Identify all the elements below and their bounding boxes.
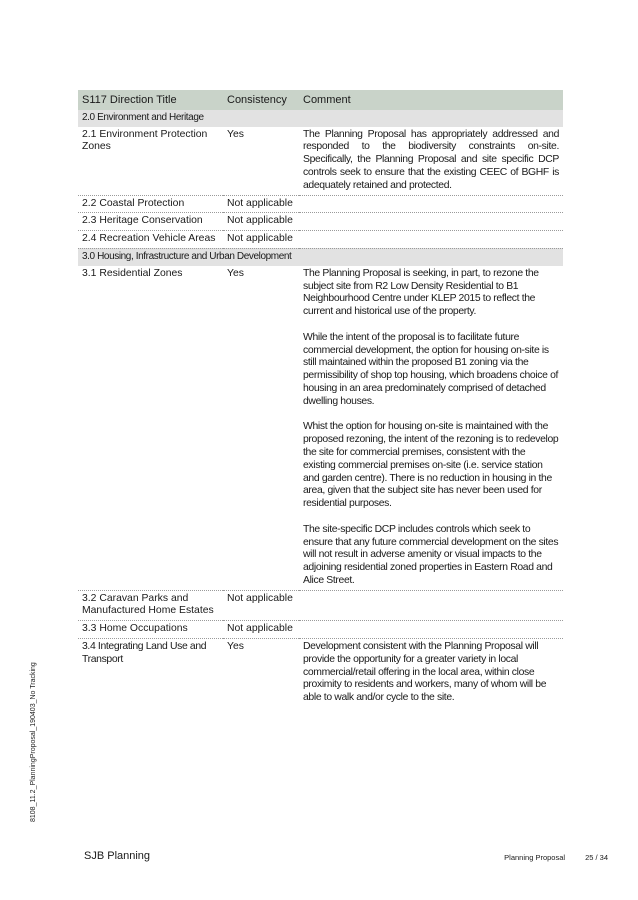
- comment-text: [299, 213, 563, 231]
- direction-title: 2.2 Coastal Protection: [78, 195, 223, 213]
- footer-doc-title: Planning Proposal: [504, 853, 566, 862]
- comment-paragraph: The Planning Proposal is seeking, in part, to rezone the subject site from R2 Low Density Residential to B1 Neighbourhood Centre under KLEP 2015 to reflect the current and historical use of the property.: [303, 267, 539, 318]
- footer-page-number: 25 / 34: [585, 853, 608, 862]
- table-row: [78, 127, 563, 195]
- direction-title: 3.3 Home Occupations: [78, 621, 223, 639]
- table-row: [78, 213, 563, 231]
- footer-right: [484, 853, 608, 862]
- comment-paragraph: While the intent of the proposal is to facilitate future commercial development, the option for housing on-site is still maintained within the proposed B1 zoning via the permissibility of shop top housing, which broadens choice of housing in an area predominately comprised of detached dwelling houses.: [303, 331, 559, 407]
- consistency-value: Not applicable: [223, 213, 299, 231]
- consistency-value: Not applicable: [223, 195, 299, 213]
- footer-company: SJB Planning: [84, 850, 151, 862]
- direction-title: 2.3 Heritage Conservation: [78, 213, 223, 231]
- comment-text: [299, 195, 563, 213]
- comment-text: [299, 231, 563, 249]
- consistency-value: Not applicable: [223, 621, 299, 639]
- section-row-environment: [78, 110, 563, 127]
- table-row: [78, 195, 563, 213]
- comment-text: [299, 621, 563, 639]
- section-heading: 2.0 Environment and Heritage: [78, 110, 563, 127]
- table-row: [78, 590, 563, 621]
- consistency-value: Not applicable: [223, 231, 299, 249]
- consistency-value: Yes: [223, 127, 299, 195]
- section-heading: 3.0 Housing, Infrastructure and Urban Development: [78, 248, 563, 265]
- consistency-value: Yes: [223, 266, 299, 590]
- comment-text: Development consistent with the Planning Proposal will provide the opportunity for a greater variety in local commercial/retail offering in the local area, within close proximity to residents and workers, many of whom will be able to walk and/or cycle to the site.: [303, 641, 547, 704]
- comment-paragraph: Whist the option for housing on-site is maintained with the proposed rezoning, the intent of the rezoning is to redevelop the site for commercial premises, consistent with the existing commercial premises on-site (i.e. service station and garden centre). There is no reduction in housing in the area, given that the subject site has never been used for residential purposes.: [303, 421, 559, 510]
- table-row: [78, 639, 563, 707]
- direction-title: 2.1 Environment Protection Zones: [78, 127, 223, 195]
- direction-title: 2.4 Recreation Vehicle Areas: [78, 231, 223, 249]
- comment-text: The Planning Proposal has appropriately addressed and responded to the biodiversity constraints on-site. Specifically, the Planning Proposal and site specific DCP controls seek to ensure that the existing CEEC of BGHF is adequately retained and protected.: [303, 128, 559, 191]
- header-direction-title: S117 Direction Title: [78, 90, 223, 110]
- consistency-value: Yes: [227, 641, 244, 653]
- header-consistency: Consistency: [223, 90, 299, 110]
- header-comment: Comment: [299, 90, 563, 110]
- consistency-value: Not applicable: [223, 590, 299, 621]
- comment-paragraph: The site-specific DCP includes controls which seek to ensure that any future commercial development on the sites will not result in adverse amenity or visual impacts to the adjoining residential zoned properties in Eastern Road and Alice Street.: [303, 523, 559, 586]
- section-row-housing: [78, 248, 563, 265]
- direction-title: 3.4 Integrating Land Use and Transport: [82, 641, 207, 665]
- comment-text: [299, 590, 563, 621]
- direction-title: 3.1 Residential Zones: [78, 266, 223, 590]
- table-row: [78, 231, 563, 249]
- s117-direction-table: [78, 90, 563, 707]
- table-header-row: [78, 90, 563, 110]
- document-reference: 8108_11.2_PlanningProposal_190403_No Tracking: [30, 662, 37, 822]
- table-row: [78, 621, 563, 639]
- direction-title: 3.2 Caravan Parks and Manufactured Home Estates: [78, 590, 223, 621]
- table-row: [78, 266, 563, 590]
